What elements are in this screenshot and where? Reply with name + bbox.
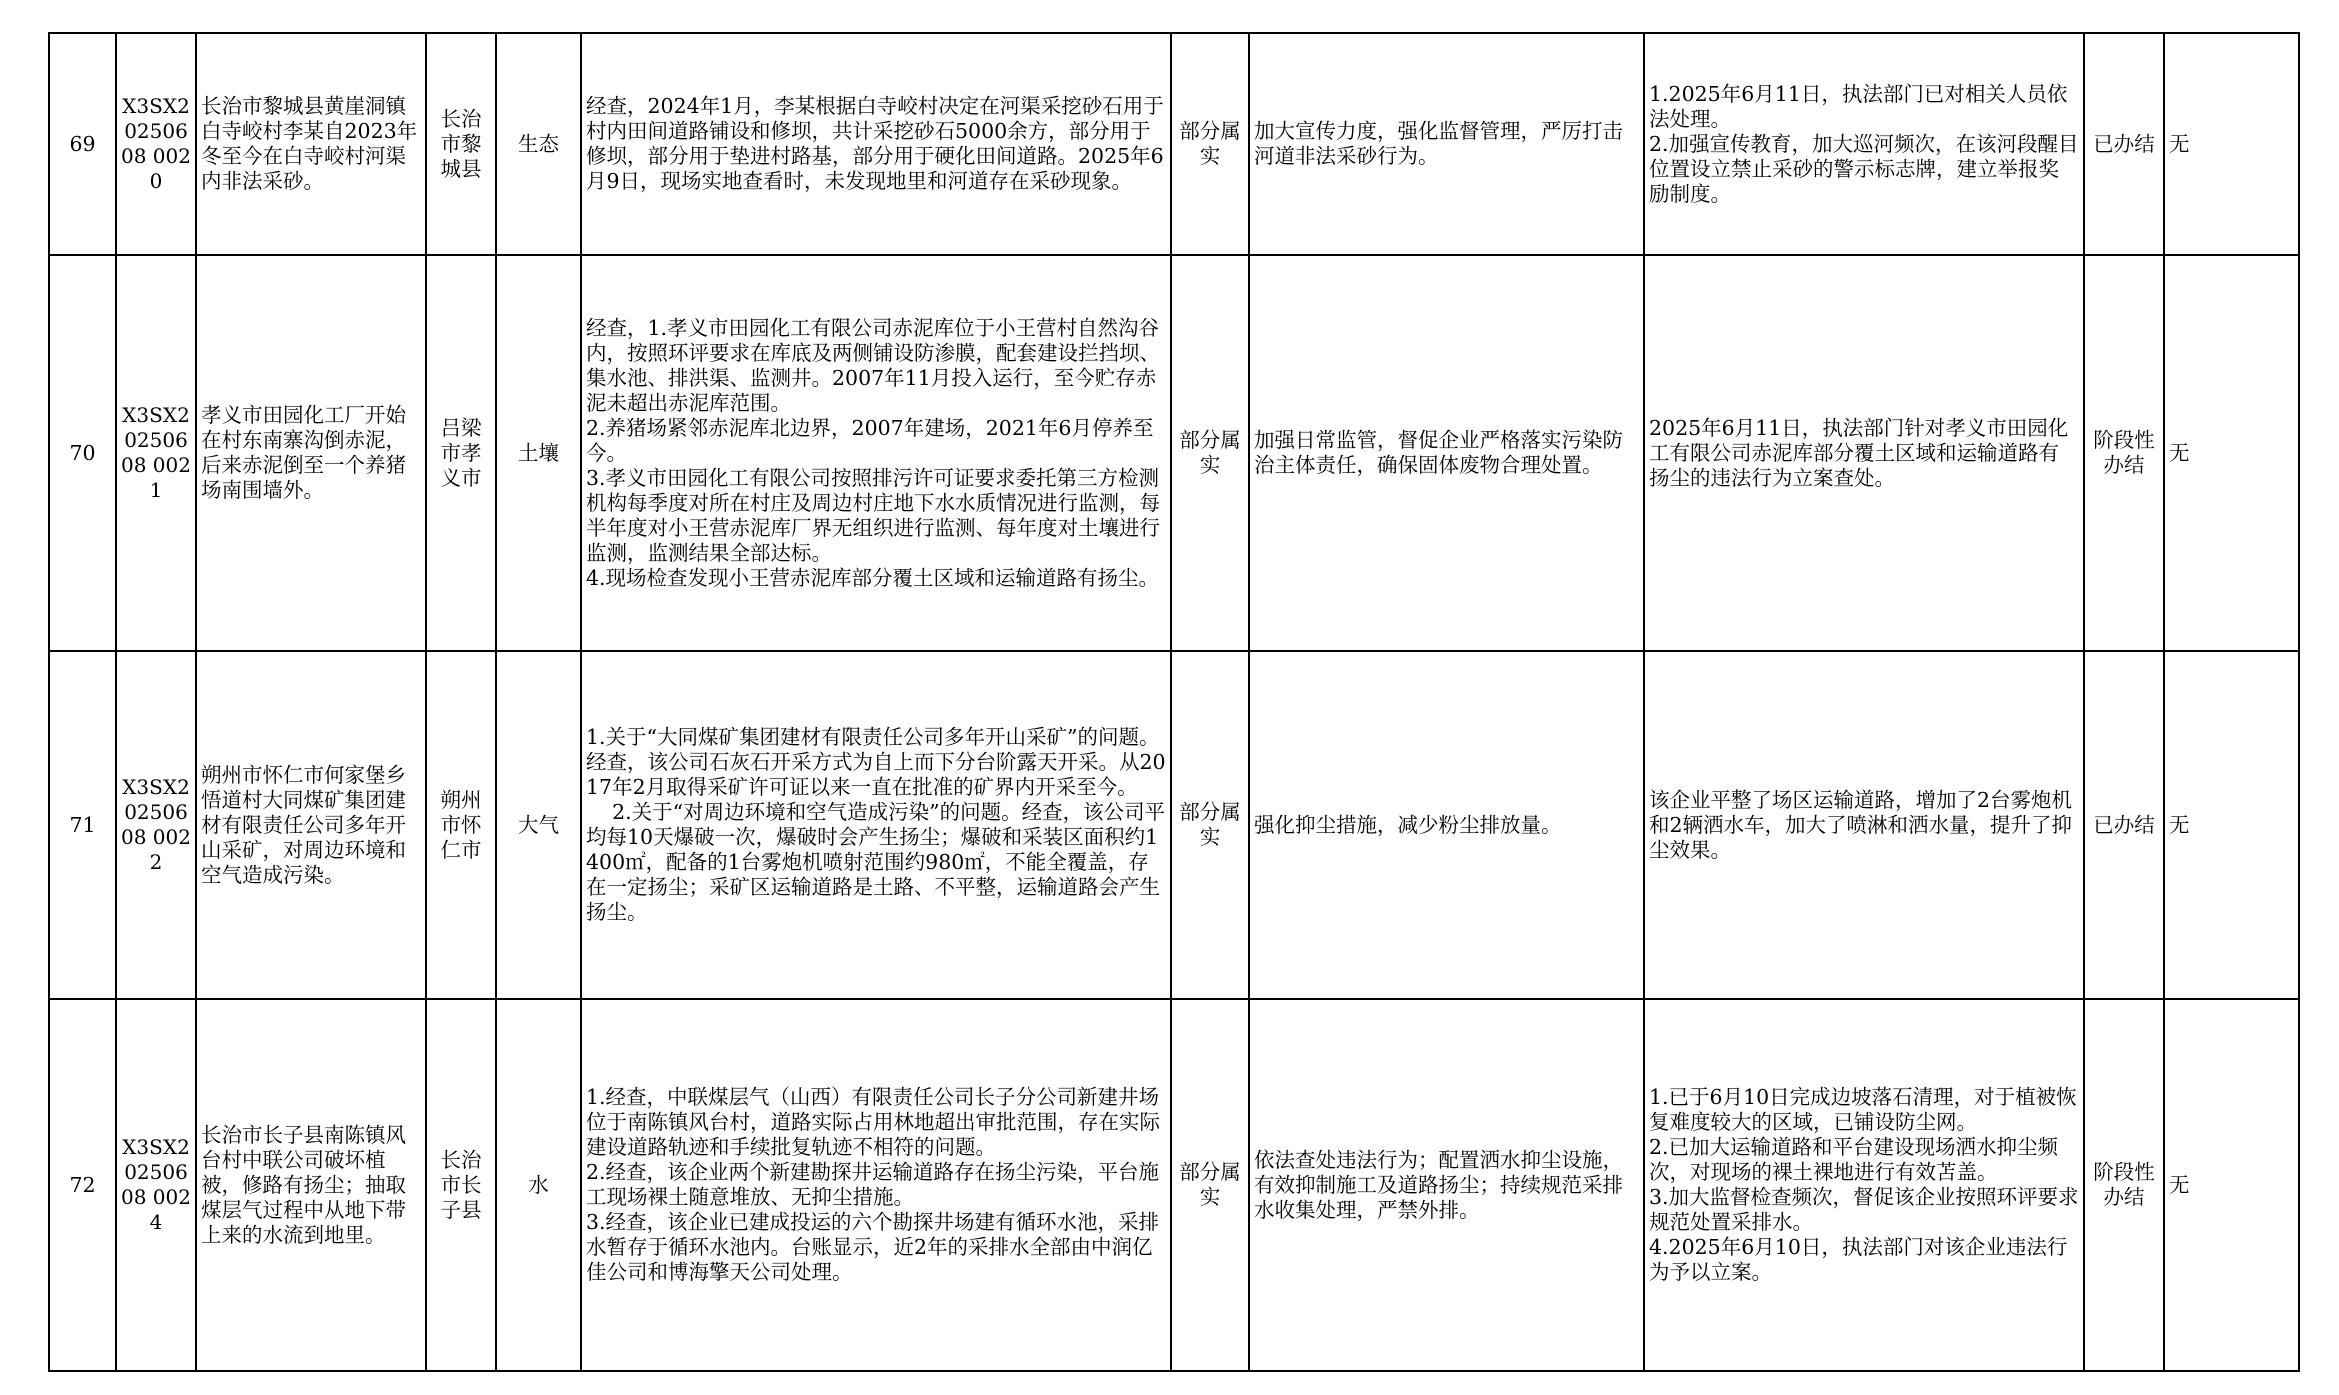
location: 长治市黎城县 — [426, 33, 496, 255]
issue-description: 长治市黎城县黄崖洞镇白寺峧村李某自2023年冬至今在白寺峧村河渠内非法采砂。 — [196, 33, 426, 255]
location: 朔州市怀仁市 — [426, 651, 496, 999]
issue-description: 长治市长子县南陈镇风台村中联公司破坏植被，修路有扬尘；抽取煤层气过程中从地下带上来的水流到地里。 — [196, 999, 426, 1371]
complaint-handling-table — [48, 32, 2300, 1372]
case-code: X3SX20250608 0021 — [116, 255, 196, 651]
location: 长治市长子县 — [426, 999, 496, 1371]
completion-status: 阶段性办结 — [2084, 999, 2164, 1371]
rectification-measures: 加大宣传力度，强化监督管理，严厉打击河道非法采砂行为。 — [1249, 33, 1644, 255]
row-number: 70 — [49, 255, 116, 651]
row-number: 69 — [49, 33, 116, 255]
investigation-findings: 经查，1.孝义市田园化工有限公司赤泥库位于小王营村自然沟谷内，按照环评要求在库底及两侧铺设防渗膜，配套建设拦挡坝、集水池、排洪渠、监测井。2007年11月投入运行，至今贮存赤泥未超出赤泥库范围。 2.养猪场紧邻赤泥库北边界，2007年建场，2021年6月停养至今。 3.孝义市田园化工有限公司按照排污许可证要求委托第三方检测机构每季度对所在村庄及周边村庄地下水水质情况进行监测，每半年度对小王营赤泥库厂界无组织进行监测、每年度对土壤进行监测，监测结果全部达标。 4.现场检查发现小王营赤泥库部分覆土区域和运输道路有扬尘。 — [581, 255, 1171, 651]
issue-description: 朔州市怀仁市何家堡乡悟道村大同煤矿集团建材有限责任公司多年开山采矿，对周边环境和空气造成污染。 — [196, 651, 426, 999]
completion-status: 已办结 — [2084, 651, 2164, 999]
verification-status: 部分属实 — [1171, 33, 1249, 255]
verification-status: 部分属实 — [1171, 999, 1249, 1371]
pollution-category: 土壤 — [496, 255, 581, 651]
accountability: 无 — [2164, 999, 2299, 1371]
rectification-measures: 加强日常监管，督促企业严格落实污染防治主体责任，确保固体废物合理处置。 — [1249, 255, 1644, 651]
rectification-measures: 强化抑尘措施，减少粉尘排放量。 — [1249, 651, 1644, 999]
location: 吕梁市孝义市 — [426, 255, 496, 651]
issue-description: 孝义市田园化工厂开始在村东南寨沟倒赤泥，后来赤泥倒至一个养猪场南围墙外。 — [196, 255, 426, 651]
table-row — [49, 33, 2299, 255]
handling-result: 2025年6月11日，执法部门针对孝义市田园化工有限公司赤泥库部分覆土区域和运输道路有扬尘的违法行为立案查处。 — [1644, 255, 2084, 651]
case-code: X3SX20250608 0020 — [116, 33, 196, 255]
accountability: 无 — [2164, 33, 2299, 255]
handling-result: 1.2025年6月11日，执法部门已对相关人员依法处理。 2.加强宣传教育，加大巡河频次，在该河段醒目位置设立禁止采砂的警示标志牌，建立举报奖励制度。 — [1644, 33, 2084, 255]
pollution-category: 大气 — [496, 651, 581, 999]
investigation-findings: 1.关于“大同煤矿集团建材有限责任公司多年开山采矿”的问题。经查，该公司石灰石开采方式为自上而下分台阶露天开采。从2017年2月取得采矿许可证以来一直在批准的矿界内开采至今。 2.关于“对周边环境和空气造成污染”的问题。经查，该公司平均每10天爆破一次，爆破时会产生扬尘；爆破和采装区面积约1400㎡，配备的1台雾炮机喷射范围约980㎡，不能全覆盖，存在一定扬尘；采矿区运输道路是土路、不平整，运输道路会产生扬尘。 — [581, 651, 1171, 999]
completion-status: 已办结 — [2084, 33, 2164, 255]
handling-result: 1.已于6月10日完成边坡落石清理，对于植被恢复难度较大的区域，已铺设防尘网。 2.已加大运输道路和平台建设现场洒水抑尘频次，对现场的裸土裸地进行有效苫盖。 3.加大监督检查频次，督促该企业按照环评要求规范处置采排水。 4.2025年6月10日，执法部门对该企业违法行为予以立案。 — [1644, 999, 2084, 1371]
pollution-category: 生态 — [496, 33, 581, 255]
verification-status: 部分属实 — [1171, 651, 1249, 999]
table-row — [49, 255, 2299, 651]
row-number: 71 — [49, 651, 116, 999]
pollution-category: 水 — [496, 999, 581, 1371]
investigation-findings: 1.经查，中联煤层气（山西）有限责任公司长子分公司新建井场位于南陈镇风台村，道路实际占用林地超出审批范围，存在实际建设道路轨迹和手续批复轨迹不相符的问题。 2.经查，该企业两个新建勘探井运输道路存在扬尘污染，平台施工现场裸土随意堆放、无抑尘措施。 3.经查，该企业已建成投运的六个勘探井场建有循环水池，采排水暂存于循环水池内。台账显示，近2年的采排水全部由中润亿佳公司和博海擎天公司处理。 — [581, 999, 1171, 1371]
accountability: 无 — [2164, 651, 2299, 999]
verification-status: 部分属实 — [1171, 255, 1249, 651]
case-code: X3SX20250608 0022 — [116, 651, 196, 999]
accountability: 无 — [2164, 255, 2299, 651]
handling-result: 该企业平整了场区运输道路，增加了2台雾炮机和2辆洒水车，加大了喷淋和洒水量，提升了抑尘效果。 — [1644, 651, 2084, 999]
completion-status: 阶段性办结 — [2084, 255, 2164, 651]
table-row — [49, 651, 2299, 999]
table-row — [49, 999, 2299, 1371]
investigation-findings: 经查，2024年1月，李某根据白寺峧村决定在河渠采挖砂石用于村内田间道路铺设和修坝，共计采挖砂石5000余方，部分用于修坝，部分用于垫进村路基，部分用于硬化田间道路。2025年6月9日，现场实地查看时，未发现地里和河道存在采砂现象。 — [581, 33, 1171, 255]
rectification-measures: 依法查处违法行为；配置洒水抑尘设施，有效抑制施工及道路扬尘；持续规范采排水收集处理，严禁外排。 — [1249, 999, 1644, 1371]
row-number: 72 — [49, 999, 116, 1371]
case-code: X3SX20250608 0024 — [116, 999, 196, 1371]
